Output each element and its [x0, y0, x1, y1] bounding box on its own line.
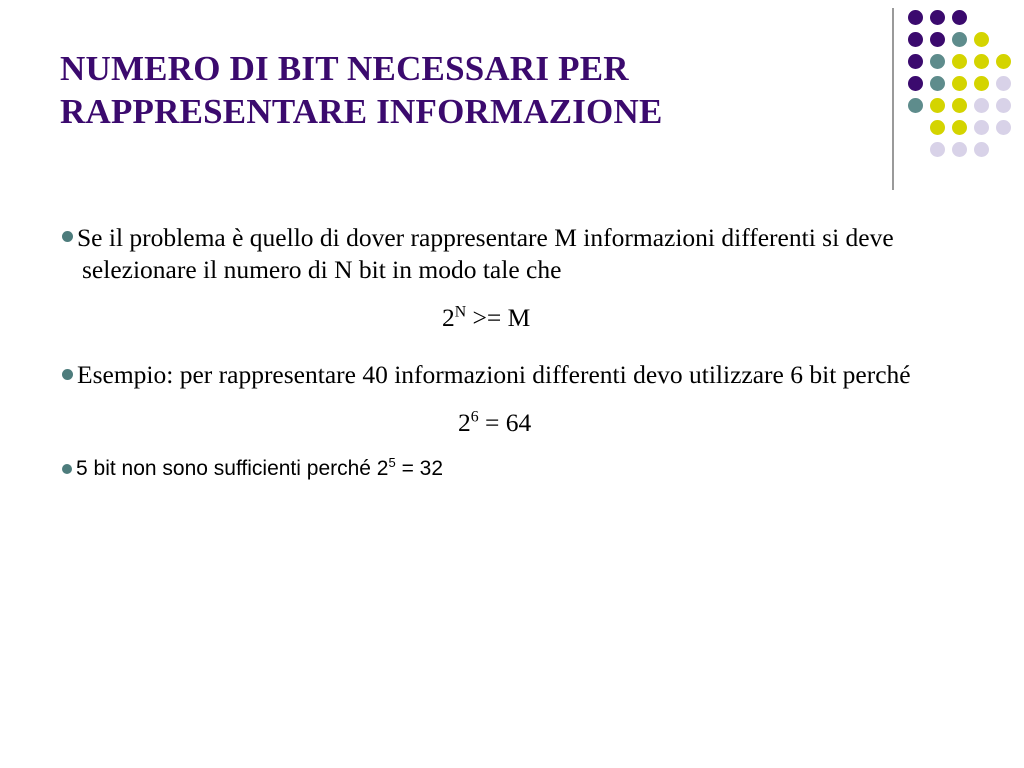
deco-dot — [952, 120, 967, 135]
formula-2-rest: = 64 — [478, 408, 532, 438]
page-title-line-2: RAPPRESENTARE INFORMAZIONE — [60, 91, 663, 131]
deco-dot — [996, 76, 1011, 91]
dot-grid-decoration — [908, 10, 1012, 170]
bullet-item-1 — [62, 222, 972, 287]
bullet-item-3-suffix: = 32 — [395, 457, 444, 481]
formula-1-rest: >= M — [466, 302, 531, 332]
bullet-dot-icon — [62, 464, 72, 474]
deco-dot — [952, 76, 967, 91]
bullet-item-1-text: Se il problema è quello di dover rappresentare M informazioni differenti si deve selezionare il numero di N bit in modo tale che — [77, 222, 894, 285]
deco-dot — [908, 76, 923, 91]
deco-dot — [952, 98, 967, 113]
deco-dot — [996, 120, 1011, 135]
deco-dot — [952, 54, 967, 69]
formula-1 — [62, 301, 972, 334]
deco-dot — [974, 76, 989, 91]
deco-dot — [908, 54, 923, 69]
bullet-dot-icon — [62, 369, 73, 380]
formula-2 — [62, 406, 972, 439]
deco-dot — [930, 10, 945, 25]
deco-dot — [952, 10, 967, 25]
deco-dot — [952, 32, 967, 47]
formula-2-exponent: 6 — [470, 408, 479, 426]
deco-dot — [908, 10, 923, 25]
deco-dot — [996, 54, 1011, 69]
bullet-item-2-text: Esempio: per rappresentare 40 informazioni differenti devo utilizzare 6 bit perché — [77, 360, 911, 390]
deco-dot — [996, 98, 1011, 113]
decorative-vertical-rule — [892, 8, 894, 190]
slide-body — [62, 196, 972, 503]
deco-dot — [974, 32, 989, 47]
deco-dot — [908, 98, 923, 113]
formula-2-base: 2 — [458, 408, 471, 438]
bullet-item-2 — [62, 359, 972, 392]
deco-dot — [930, 120, 945, 135]
deco-dot — [974, 142, 989, 157]
formula-1-base: 2 — [442, 302, 455, 332]
deco-dot — [930, 76, 945, 91]
deco-dot — [930, 32, 945, 47]
bullet-item-3-exponent: 5 — [388, 455, 396, 471]
page-title-line-1: NUMERO DI BIT NECESSARI PER — [60, 49, 629, 88]
bullet-dot-icon — [62, 231, 73, 242]
deco-dot — [930, 54, 945, 69]
formula-1-exponent: N — [454, 303, 467, 321]
deco-dot — [930, 98, 945, 113]
deco-dot — [908, 32, 923, 47]
deco-dot — [974, 54, 989, 69]
page-title — [60, 48, 860, 133]
deco-dot — [930, 142, 945, 157]
deco-dot — [974, 98, 989, 113]
bullet-item-3-prefix: 5 bit non sono sufficienti perché 2 — [76, 457, 389, 481]
deco-dot — [952, 142, 967, 157]
deco-dot — [974, 120, 989, 135]
bullet-item-3 — [62, 455, 972, 482]
